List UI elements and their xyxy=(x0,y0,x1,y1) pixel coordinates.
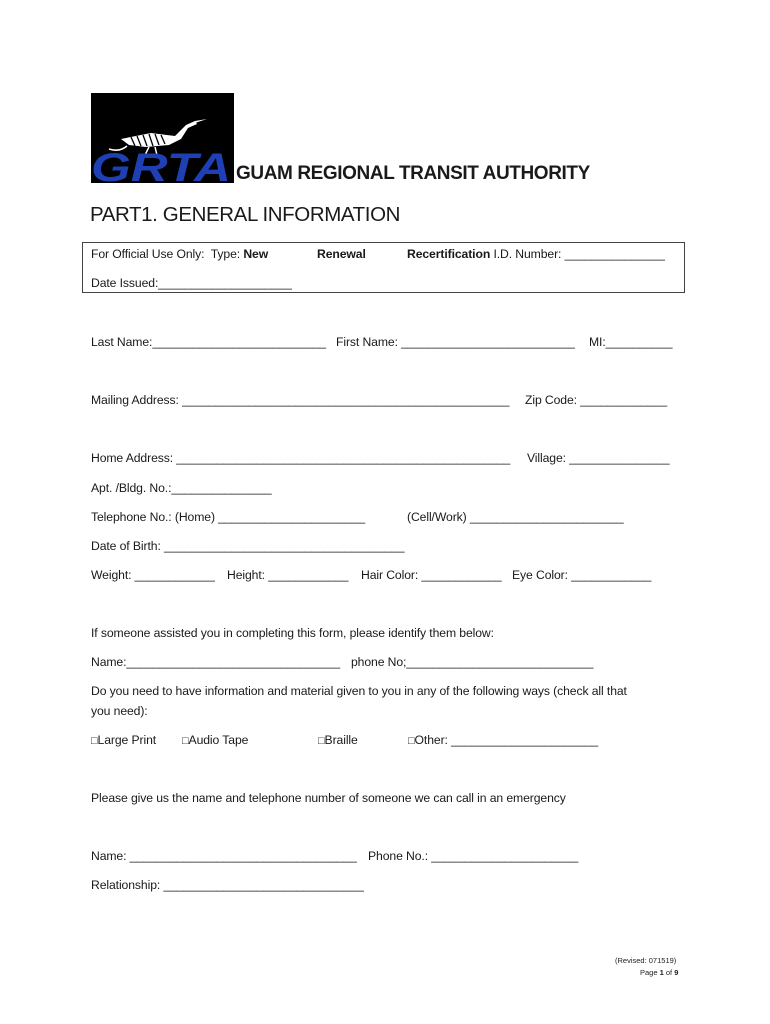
official-use-prefix: For Official Use Only: Type: xyxy=(91,247,244,261)
page-number xyxy=(640,968,678,977)
apt-bldg-field[interactable]: Apt. /Bldg. No.:_______________ xyxy=(91,481,272,495)
formats-question-cont: you need): xyxy=(91,704,148,718)
assist-name-field[interactable]: Name:________________________________ xyxy=(91,655,344,669)
organization-name: GUAM REGIONAL TRANSIT AUTHORITY xyxy=(236,163,590,184)
checkbox-icon[interactable]: □ xyxy=(318,735,325,747)
checkbox-icon[interactable]: □ xyxy=(408,735,415,747)
home-address-field[interactable]: Home Address: __________________________________________________ xyxy=(91,451,514,465)
option-large-print-label: Large Print xyxy=(97,733,157,747)
mailing-address-field[interactable]: Mailing Address: _________________________________________________ xyxy=(91,393,513,407)
grta-logo xyxy=(91,93,234,183)
mi-field[interactable]: MI:__________ xyxy=(589,335,673,349)
option-large-print[interactable] xyxy=(91,733,156,747)
formats-question: Do you need to have information and material given to you in any of the following ways (check all that xyxy=(91,684,627,698)
date-issued-field[interactable]: Date Issued:____________________ xyxy=(91,276,292,290)
page-of: of xyxy=(663,968,675,977)
assist-intro: If someone assisted you in completing this form, please identify them below: xyxy=(91,626,494,640)
last-name-field[interactable]: Last Name:__________________________ xyxy=(91,335,330,349)
telephone-cell-field[interactable]: (Cell/Work) _______________________ xyxy=(407,510,624,524)
emergency-intro: Please give us the name and telephone number of someone we can call in an emergency xyxy=(91,791,566,805)
emergency-phone-field[interactable]: Phone No.: ______________________ xyxy=(368,849,579,863)
relationship-field[interactable]: Relationship: ______________________________ xyxy=(91,878,364,892)
type-new: New xyxy=(243,247,269,261)
checkbox-icon[interactable]: □ xyxy=(91,735,98,747)
telephone-home-field[interactable]: Telephone No.: (Home) ______________________ xyxy=(91,510,369,524)
revised-date: (Revised: 071519) xyxy=(615,956,677,965)
first-name-field[interactable]: First Name: __________________________ xyxy=(336,335,579,349)
type-renewal: Renewal xyxy=(317,247,366,261)
page-total: 9 xyxy=(674,968,679,977)
zip-code-field[interactable]: Zip Code: _____________ xyxy=(525,393,668,407)
section-title: PART1. GENERAL INFORMATION xyxy=(90,203,401,226)
village-field[interactable]: Village: _______________ xyxy=(527,451,670,465)
option-braille[interactable] xyxy=(318,733,358,747)
weight-field[interactable]: Weight: ____________ xyxy=(91,568,219,582)
option-other-label[interactable]: Other: ______________________ xyxy=(414,733,599,747)
option-braille-label: Braille xyxy=(324,733,358,747)
page-current: 1 xyxy=(659,968,664,977)
checkbox-icon[interactable]: □ xyxy=(182,735,189,747)
option-audio-tape-label: Audio Tape xyxy=(188,733,249,747)
id-number-field[interactable]: I.D. Number: _______________ xyxy=(490,247,665,261)
logo-text: GRTA xyxy=(91,146,231,183)
eye-color-field[interactable]: Eye Color: ____________ xyxy=(512,568,652,582)
option-other[interactable] xyxy=(408,733,598,747)
height-field[interactable]: Height: ____________ xyxy=(227,568,352,582)
date-of-birth-field[interactable]: Date of Birth: ____________________________________ xyxy=(91,539,405,553)
hair-color-field[interactable]: Hair Color: ____________ xyxy=(361,568,505,582)
type-recertification: Recertification xyxy=(407,247,491,261)
emergency-name-field[interactable]: Name: __________________________________ xyxy=(91,849,361,863)
official-use-recert xyxy=(407,247,665,261)
assist-phone-field[interactable]: phone No;____________________________ xyxy=(351,655,594,669)
official-use-type xyxy=(91,247,268,261)
page-prefix: Page xyxy=(640,968,660,977)
option-audio-tape[interactable] xyxy=(182,733,248,747)
logo-graphic xyxy=(91,93,234,183)
